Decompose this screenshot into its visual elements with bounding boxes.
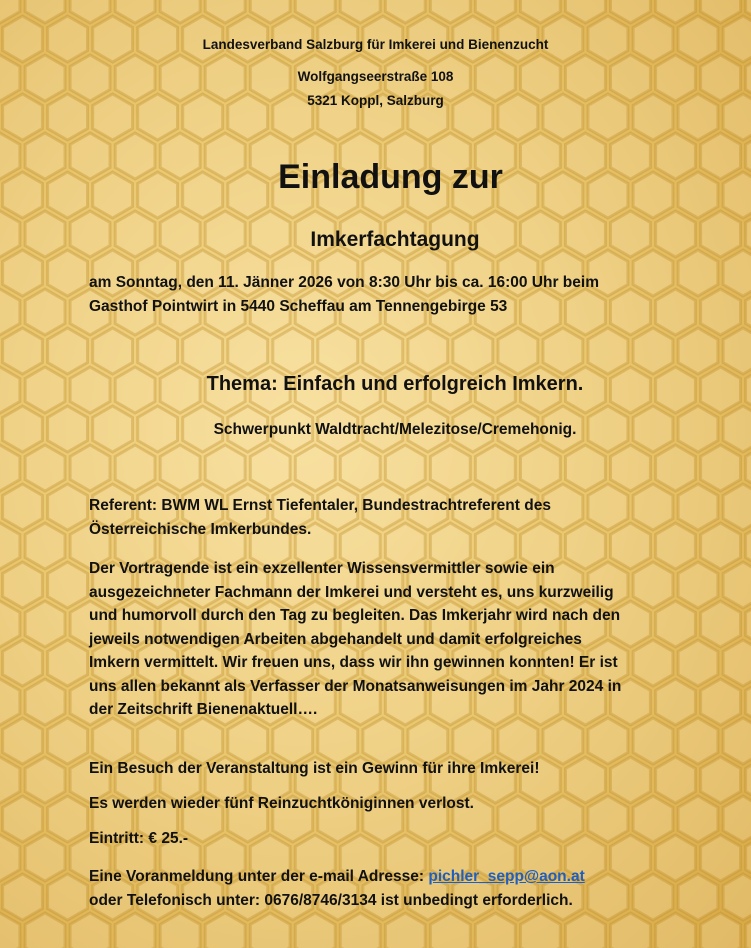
email-link[interactable]: pichler_sepp@aon.at (428, 868, 585, 885)
description-line: Der Vortragende ist ein exzellenter Wissensvermittler sowie ein (89, 560, 555, 577)
description-line: und humorvoll durch den Tag zu begleiten. Das Imkerjahr wird nach den (89, 607, 621, 624)
registration-info (89, 865, 709, 912)
location-line: Gasthof Pointwirt in 5440 Scheffau am Tennengebirge 53 (89, 297, 508, 315)
speaker-description (89, 557, 709, 722)
description-line: uns allen bekannt als Verfasser der Monatsanweisungen im Jahr 2024 in (89, 677, 622, 695)
description-line: Imkern vermittelt. Wir freuen uns, dass wir ihn gewinnen konnten! Er ist (89, 654, 618, 671)
registration-line (89, 865, 709, 889)
address-street: Wolfgangseerstraße 108 (297, 69, 454, 84)
raffle-text: Es werden wieder fünf Reinzuchtköniginnen verlost. (89, 795, 474, 812)
benefit-text: Ein Besuch der Veranstaltung ist ein Gewinn für ihre Imkerei! (89, 760, 540, 777)
event-name: Imkerfachtagung (310, 228, 480, 251)
page-title: Einladung zur (278, 158, 503, 196)
speaker-line: Referent: BWM WL Ernst Tiefentaler, Bundestrachtreferent des (89, 497, 551, 514)
event-focus: Schwerpunkt Waldtracht/Melezitose/Cremehonig. (213, 421, 577, 438)
registration-phone-line: oder Telefonisch unter: 0676/8746/3134 ist unbedingt erforderlich. (89, 891, 573, 909)
speaker-info (89, 494, 709, 541)
description-line: der Zeitschrift Bienenaktuell…. (89, 701, 318, 718)
admission-fee: Eintritt: € 25.- (89, 830, 189, 847)
organization-name: Landesverband Salzburg für Imkerei und Bienenzucht (202, 37, 549, 52)
event-theme: Thema: Einfach und erfolgreich Imkern. (206, 373, 584, 395)
description-line: jeweils notwendigen Arbeiten abgehandelt und damit erfolgreiches (89, 630, 582, 648)
speaker-line: Österreichische Imkerbundes. (89, 520, 312, 538)
description-line: ausgezeichneter Fachmann der Imkerei und versteht es, uns kurzweilig (89, 583, 614, 601)
date-line: am Sonntag, den 11. Jänner 2026 von 8:30 Uhr bis ca. 16:00 Uhr beim (89, 274, 599, 291)
event-date-location (89, 271, 709, 318)
registration-prefix: Eine Voranmeldung unter der e-mail Adresse: (89, 868, 429, 885)
address-city: 5321 Koppl, Salzburg (307, 93, 444, 108)
